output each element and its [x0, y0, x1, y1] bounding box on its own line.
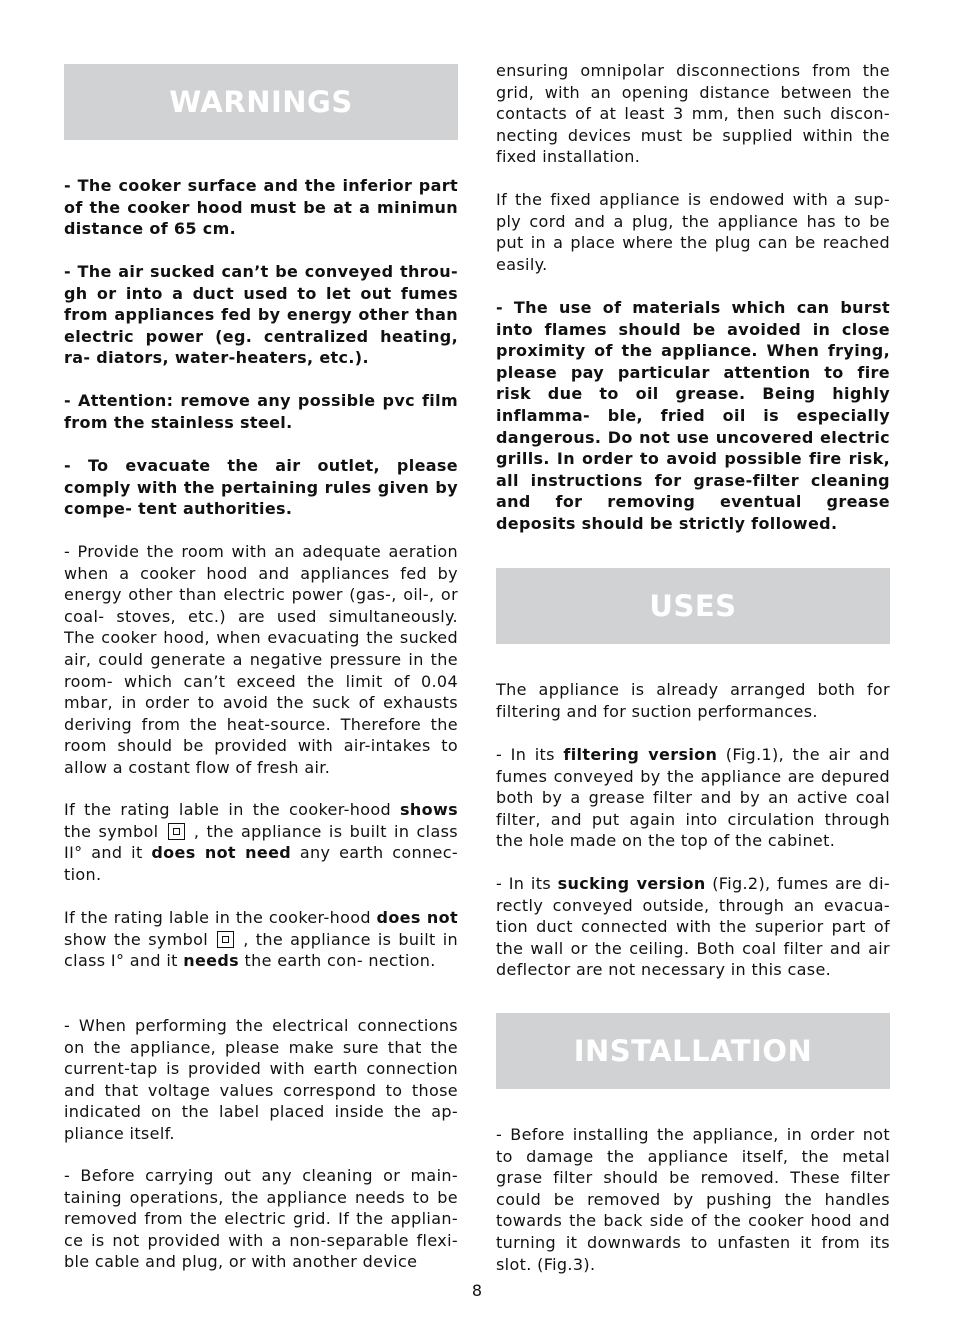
- text-segment: , the appliance is built in class I° and it: [64, 929, 458, 971]
- fire-risk-warning: - The use of materials which can burst into flames should be avoided in close proximity of the appliance. When frying, please pay particular attention to fire risk due to oil grease. Being highly inflamma- ble, fried oil is especially dangerous. Do not use uncovered electric grills. In order to avoid possible fire risk, all instructions for grase-filter cleaning and for removing eventual grease deposits should be strictly followed.: [496, 298, 890, 533]
- text-segment: the symbol: [64, 821, 166, 841]
- text-segment: (Fig.1), the air and fumes conveyed by the appliance are depured both by a grease filter and by an active coal filter, and put again into circulation through the hole made on the top of the cabinet.: [496, 745, 891, 851]
- uses-title: USES: [649, 589, 737, 623]
- warnings-header: [64, 64, 458, 140]
- warning-duct: - The air sucked can’t be conveyed throu- gh or into a duct used to let out fumes from appliances fed by energy other than electric power (eg. centralized heating, ra- diators, water-heaters, etc.).: [64, 262, 458, 368]
- uses-intro: The appliance is already arranged both for filtering and for suction performances.: [496, 680, 890, 721]
- warning-electrical-connection: - When performing the electrical connections on the appliance, please make sure that the current-tap is provided with earth connection and that voltage values correspond to those indicated on the label placed inside the ap- pliance itself.: [64, 1016, 458, 1143]
- text-segment: - In its: [496, 745, 564, 764]
- emphasis: shows: [400, 800, 458, 819]
- double-insulation-symbol-icon: [168, 823, 185, 840]
- text-segment: - In its: [496, 874, 558, 893]
- emphasis: sucking version: [557, 874, 706, 893]
- sucking-version-paragraph: [496, 873, 890, 981]
- warning-aeration: - Provide the room with an adequate aeration when a cooker hood and appliances fed by energy other than electric power (gas-, oil-, or coal- stoves, etc.) are used simultaneously. The cooker hood, when evacuating the sucked air, could generate a negative pressure in the room- which can’t exceed the limit of 0.04 mbar, in order to avoid the suck of exhausts deriving from the heat-source. Therefore the room should be provided with air-intakes to allow a costant flow of fresh air.: [64, 542, 458, 777]
- text-segment: show the symbol: [64, 929, 216, 949]
- page-number: 8: [471, 1281, 483, 1300]
- warnings-title: WARNINGS: [169, 85, 353, 119]
- installation-instructions: - Before installing the appliance, in order not to damage the appliance itself, the metal grase filter should be removed. These filter could be removed by pushing the handles towards the back side of the cooker hood and turning it downwards to unfasten it from its slot. (Fig.3).: [496, 1125, 890, 1274]
- installation-title: INSTALLATION: [573, 1034, 813, 1068]
- double-insulation-symbol-icon: [217, 931, 234, 948]
- text-segment: If the rating lable in the cooker-hood: [64, 800, 401, 819]
- uses-header: [496, 568, 890, 644]
- text-segment: (Fig.2), fumes are di- rectly conveyed outside, through an evacua- tion duct connected with the superior part of the wall or the ceiling. Both coal filter and air deflector are not necessary in this case.: [496, 874, 890, 980]
- supply-cord-paragraph: If the fixed appliance is endowed with a sup- ply cord and a plug, the appliance has to be put in a place where the plug can be reached easily.: [496, 190, 890, 274]
- emphasis: does not need: [151, 843, 292, 863]
- emphasis: does not: [376, 908, 458, 927]
- warning-cleaning: - Before carrying out any cleaning or main- taining operations, the appliance needs to be removed from the electric grid. If the applian- ce is not provided with a non-separable flexi- ble cable and plug, or with another device: [64, 1166, 458, 1272]
- class-i-paragraph: [64, 907, 458, 972]
- installation-header: [496, 1013, 890, 1089]
- warning-pvc-film: - Attention: remove any possible pvc film from the stainless steel.: [64, 391, 458, 432]
- omnipolar-disconnection: ensuring omnipolar disconnections from the grid, with an opening distance between the contacts of at least 3 mm, then such discon- necting devices must be supplied within the fixed installation.: [496, 61, 890, 167]
- warning-evacuate: - To evacuate the air outlet, please comply with the pertaining rules given by compe- tent authorities.: [64, 456, 458, 519]
- text-segment: , the appliance is built in class II° and it: [64, 821, 458, 863]
- filtering-version-paragraph: [496, 744, 890, 852]
- text-segment: the earth con- nection.: [239, 951, 436, 971]
- text-segment: any earth connec- tion.: [64, 843, 458, 884]
- emphasis: needs: [183, 951, 240, 971]
- warning-distance: - The cooker surface and the inferior part of the cooker hood must be at a minimun distance of 65 cm.: [64, 176, 458, 239]
- text-segment: If the rating lable in the cooker-hood: [64, 908, 377, 927]
- class-ii-paragraph: [64, 799, 458, 885]
- emphasis: filtering version: [563, 745, 718, 764]
